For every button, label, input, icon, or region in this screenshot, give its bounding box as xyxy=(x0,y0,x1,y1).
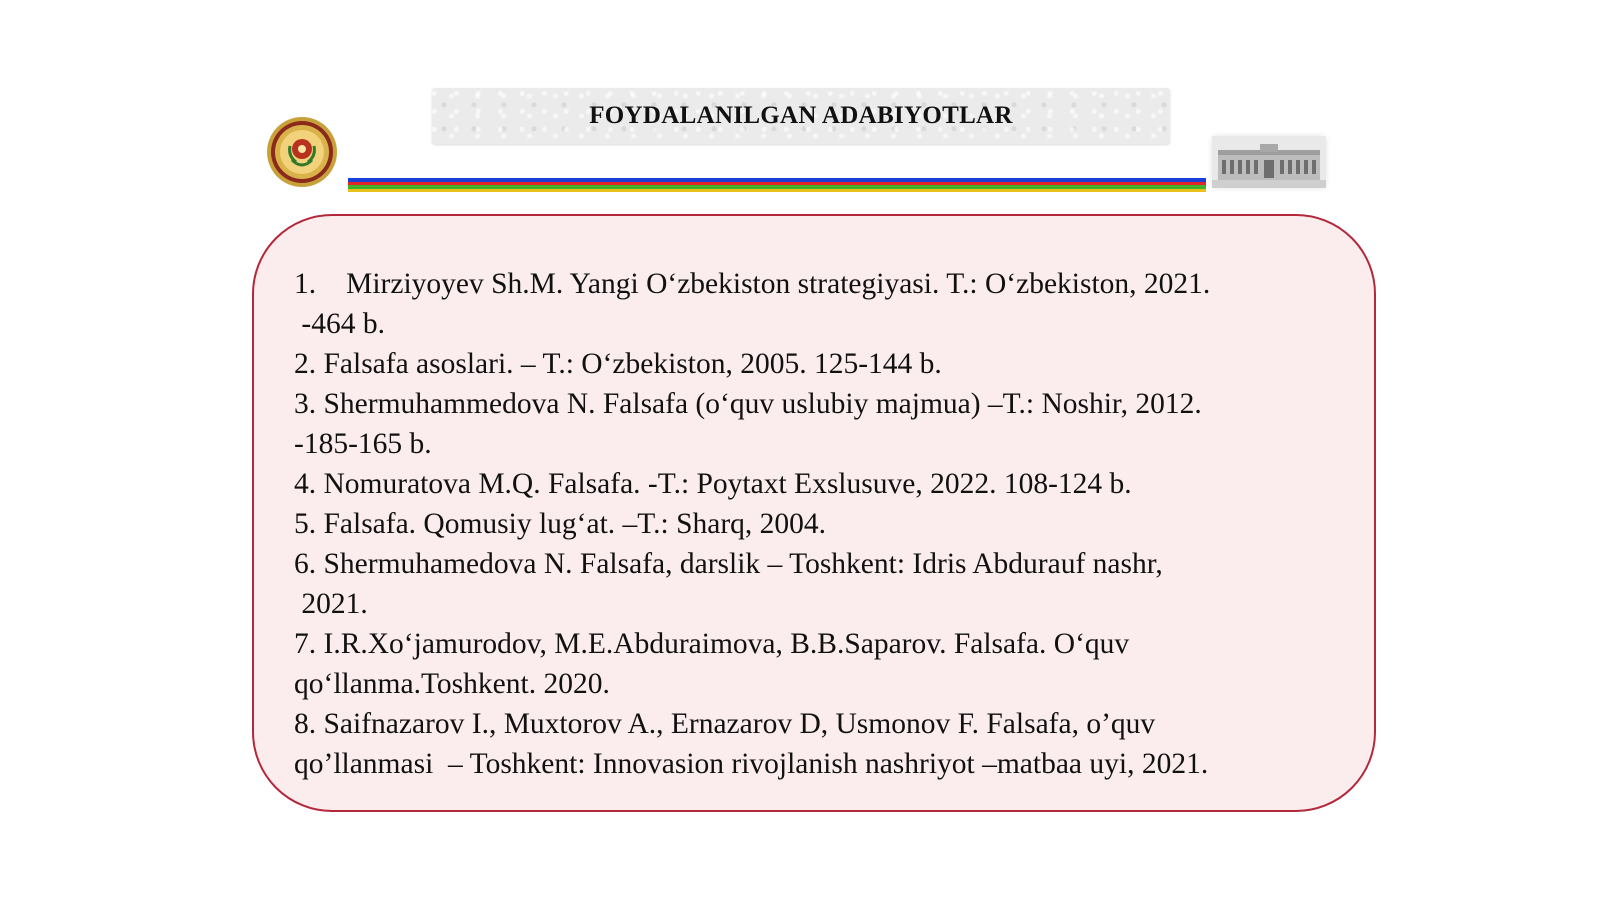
reference-text-continued: qo’llanmasi – Toshkent: Innovasion rivojlanish nashriyot –matbaa uyi, 2021. xyxy=(294,748,1209,780)
reference-text: Falsafa asoslari. – T.: O‘zbekiston, 2005. 125-144 b. xyxy=(323,348,942,380)
reference-number: 2. xyxy=(294,348,317,380)
reference-number: 4. xyxy=(294,468,317,500)
references-box xyxy=(252,214,1376,812)
title-bar xyxy=(432,88,1170,144)
reference-text: Shermuhammedova N. Falsafa (o‘quv uslubiy majmua) –T.: Noshir, 2012. xyxy=(323,388,1202,420)
page-title: FOYDALANILGAN ADABIYOTLAR xyxy=(589,102,1013,129)
stripe-yellow xyxy=(348,189,1206,192)
reference-item-7 xyxy=(294,624,1334,704)
reference-text-continued: 2021. xyxy=(294,588,368,620)
building-icon xyxy=(1212,136,1326,188)
reference-item-2 xyxy=(294,344,1334,384)
reference-text: Mirziyoyev Sh.M. Yangi O‘zbekiston strategiyasi. T.: O‘zbekiston, 2021. xyxy=(346,268,1211,300)
reference-text: Falsafa. Qomusiy lug‘at. –T.: Sharq, 2004. xyxy=(323,508,827,540)
reference-number: 8. xyxy=(294,708,317,740)
reference-number: 3. xyxy=(294,388,317,420)
reference-number: 6. xyxy=(294,548,317,580)
reference-item-8 xyxy=(294,704,1334,784)
emblem-icon xyxy=(266,116,338,188)
reference-item-3 xyxy=(294,384,1334,464)
reference-number: 1. xyxy=(294,268,317,300)
reference-number: 5. xyxy=(294,508,317,540)
reference-text: Saifnazarov I., Muxtorov A., Ernazarov D, Usmonov F. Falsafa, o’quv xyxy=(323,708,1156,740)
flag-stripes xyxy=(348,178,1206,196)
reference-text-continued: qo‘llanma.Toshkent. 2020. xyxy=(294,668,610,700)
reference-text-continued: -464 b. xyxy=(294,308,385,340)
reference-item-5 xyxy=(294,504,1334,544)
building-photo xyxy=(1212,136,1326,188)
reference-item-6 xyxy=(294,544,1334,624)
reference-text: I.R.Xo‘jamurodov, M.E.Abduraimova, B.B.Saparov. Falsafa. O‘quv xyxy=(323,628,1130,660)
reference-item-4 xyxy=(294,464,1334,504)
reference-text: Shermuhamedova N. Falsafa, darslik – Toshkent: Idris Abdurauf nashr, xyxy=(323,548,1163,580)
reference-number: 7. xyxy=(294,628,317,660)
reference-item-1 xyxy=(294,264,1334,344)
reference-text: Nomuratova M.Q. Falsafa. -T.: Poytaxt Exslusuve, 2022. 108-124 b. xyxy=(323,468,1132,500)
reference-text-continued: -185-165 b. xyxy=(294,428,432,460)
